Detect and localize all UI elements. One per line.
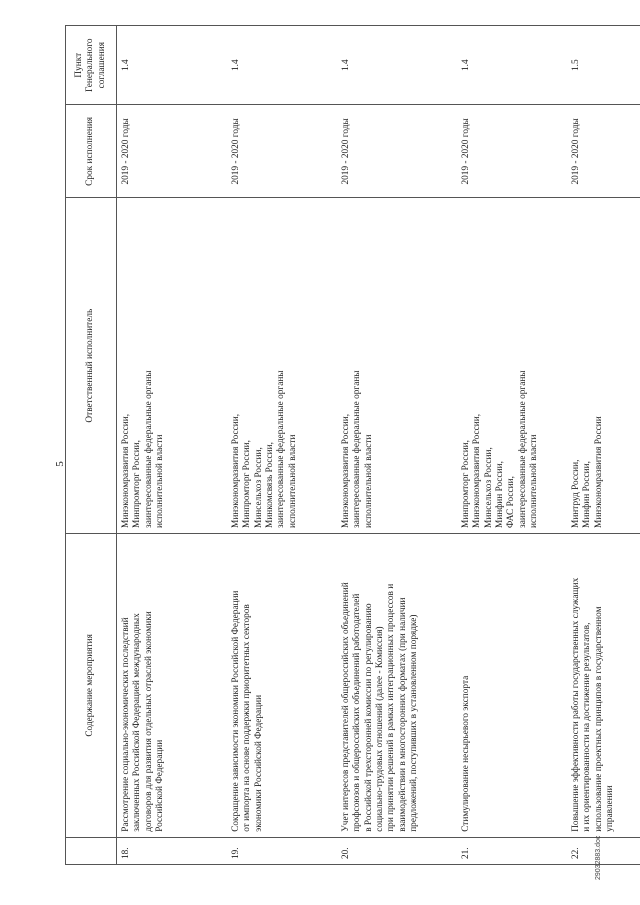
executor-line: исполнительной власти <box>528 434 539 528</box>
header-num <box>66 837 117 864</box>
measure-content <box>227 533 337 837</box>
page-number: 5 <box>54 461 66 467</box>
measure-content-line: социально-трудовых отношений (далее - Комиссия) <box>374 626 385 832</box>
responsible-executor <box>567 198 640 534</box>
responsible-executor <box>337 198 457 534</box>
header-clause <box>66 26 117 105</box>
table-row <box>117 26 228 865</box>
executor-line: исполнительной власти <box>287 434 298 528</box>
agreement-clause: 1.5 <box>567 26 640 105</box>
measure-content <box>337 533 457 837</box>
measure-content-line: управлении <box>604 785 615 832</box>
executor-line: Минсельхоз России, <box>483 447 494 528</box>
executor-line: Минэкономразвития России <box>593 416 604 528</box>
measure-content-line: Стимулирование несырьевого экспорта <box>461 675 471 832</box>
measure-content-line: договоров для развития отдельных отраслей экономики <box>143 611 154 832</box>
agreement-clause: 1.4 <box>227 26 337 105</box>
measure-content-line: Повышение эффективности работы государственных служащих <box>571 577 581 832</box>
executor-line: ФАС России, <box>506 476 517 528</box>
header-clause-line: соглашения <box>96 42 107 89</box>
execution-term: 2019 - 2020 годы <box>227 105 337 198</box>
table-row <box>457 26 567 865</box>
row-number: 22. <box>567 837 640 864</box>
responsible-executor <box>457 198 567 534</box>
responsible-executor <box>117 198 228 534</box>
measure-content <box>117 533 228 837</box>
row-number: 20. <box>337 837 457 864</box>
executor-line: Минтруд России, <box>571 459 581 528</box>
measure-content-line: экономики Российской Федерации <box>253 694 264 832</box>
executor-line: заинтересованные федеральные органы <box>352 370 363 528</box>
measure-content-line: при принятии решений в рамках интеграционных процессов и <box>386 583 397 832</box>
measure-content-line: от импорта на основе поддержки приоритетных секторов <box>242 604 253 832</box>
table-row <box>567 26 640 865</box>
measure-content-line: взаимодействии в многосторонних форматах (при наличии <box>397 597 408 832</box>
measure-content-line: Российской Федерации <box>154 739 165 832</box>
executor-line: заинтересованные федеральные органы <box>143 370 154 528</box>
executor-line: заинтересованные федеральные органы <box>517 370 528 528</box>
table-row <box>227 26 337 865</box>
document-id: 29032883.doc <box>595 835 602 880</box>
execution-term: 2019 - 2020 годы <box>457 105 567 198</box>
measure-content-line: заключенных Российской Федерацией международных <box>132 613 143 832</box>
executor-line: Минпромторг России, <box>132 440 143 528</box>
header-term: Срок исполнения <box>66 105 117 198</box>
measure-content-line: Рассмотрение социально-экономических последствий <box>121 617 131 832</box>
measures-table <box>65 25 640 865</box>
executor-line: исполнительной власти <box>154 434 165 528</box>
executor-line: Минфин России, <box>582 461 593 528</box>
measure-content-line: использование проектных принципов в государственном <box>593 606 604 832</box>
responsible-executor <box>227 198 337 534</box>
executor-line: Минсельхоз России, <box>253 447 264 528</box>
row-number: 19. <box>227 837 337 864</box>
executor-line: Минэкономразвития России, <box>341 413 351 528</box>
header-executor: Ответственный исполнитель <box>66 198 117 534</box>
header-clause-line: Пункт <box>74 52 84 78</box>
measure-content-line: в Российской трехсторонней комиссии по регулированию <box>363 603 374 832</box>
agreement-clause: 1.4 <box>337 26 457 105</box>
measure-content <box>457 533 567 837</box>
measure-content <box>567 533 640 837</box>
executor-line: Минкомсвязь России, <box>264 442 275 528</box>
executor-line: исполнительной власти <box>363 434 374 528</box>
execution-term: 2019 - 2020 годы <box>337 105 457 198</box>
executor-line: Минфин России, <box>494 461 505 528</box>
executor-line: Минэкономразвития России, <box>472 413 483 528</box>
execution-term: 2019 - 2020 годы <box>117 105 228 198</box>
row-number: 21. <box>457 837 567 864</box>
table-header-row <box>66 26 117 865</box>
executor-line: Минэкономразвития России, <box>121 413 131 528</box>
measure-content-line: Учет интересов представителей общероссийских объединений <box>341 582 351 832</box>
measure-content-line: и их ориентированности на достижение результатов, <box>582 622 593 832</box>
table-row <box>337 26 457 865</box>
agreement-clause: 1.4 <box>117 26 228 105</box>
header-content: Содержание мероприятия <box>66 533 117 837</box>
measure-content-line: профсоюзов и общероссийских объединений работодателей <box>352 593 363 832</box>
executor-line: заинтересованные федеральные органы <box>276 370 287 528</box>
measure-content-line: Сокращение зависимости экономики Российской Федерации <box>231 590 241 832</box>
executor-line: Минэкономразвития России, <box>231 413 241 528</box>
row-number: 18. <box>117 837 228 864</box>
executor-line: Минпромторг России, <box>461 440 471 528</box>
executor-line: Минпромторг России, <box>242 440 253 528</box>
execution-term: 2019 - 2020 годы <box>567 105 640 198</box>
header-clause-line: Генерального <box>85 38 96 92</box>
agreement-clause: 1.4 <box>457 26 567 105</box>
measure-content-line: предложений, поступивших в установленном порядке) <box>408 614 419 832</box>
